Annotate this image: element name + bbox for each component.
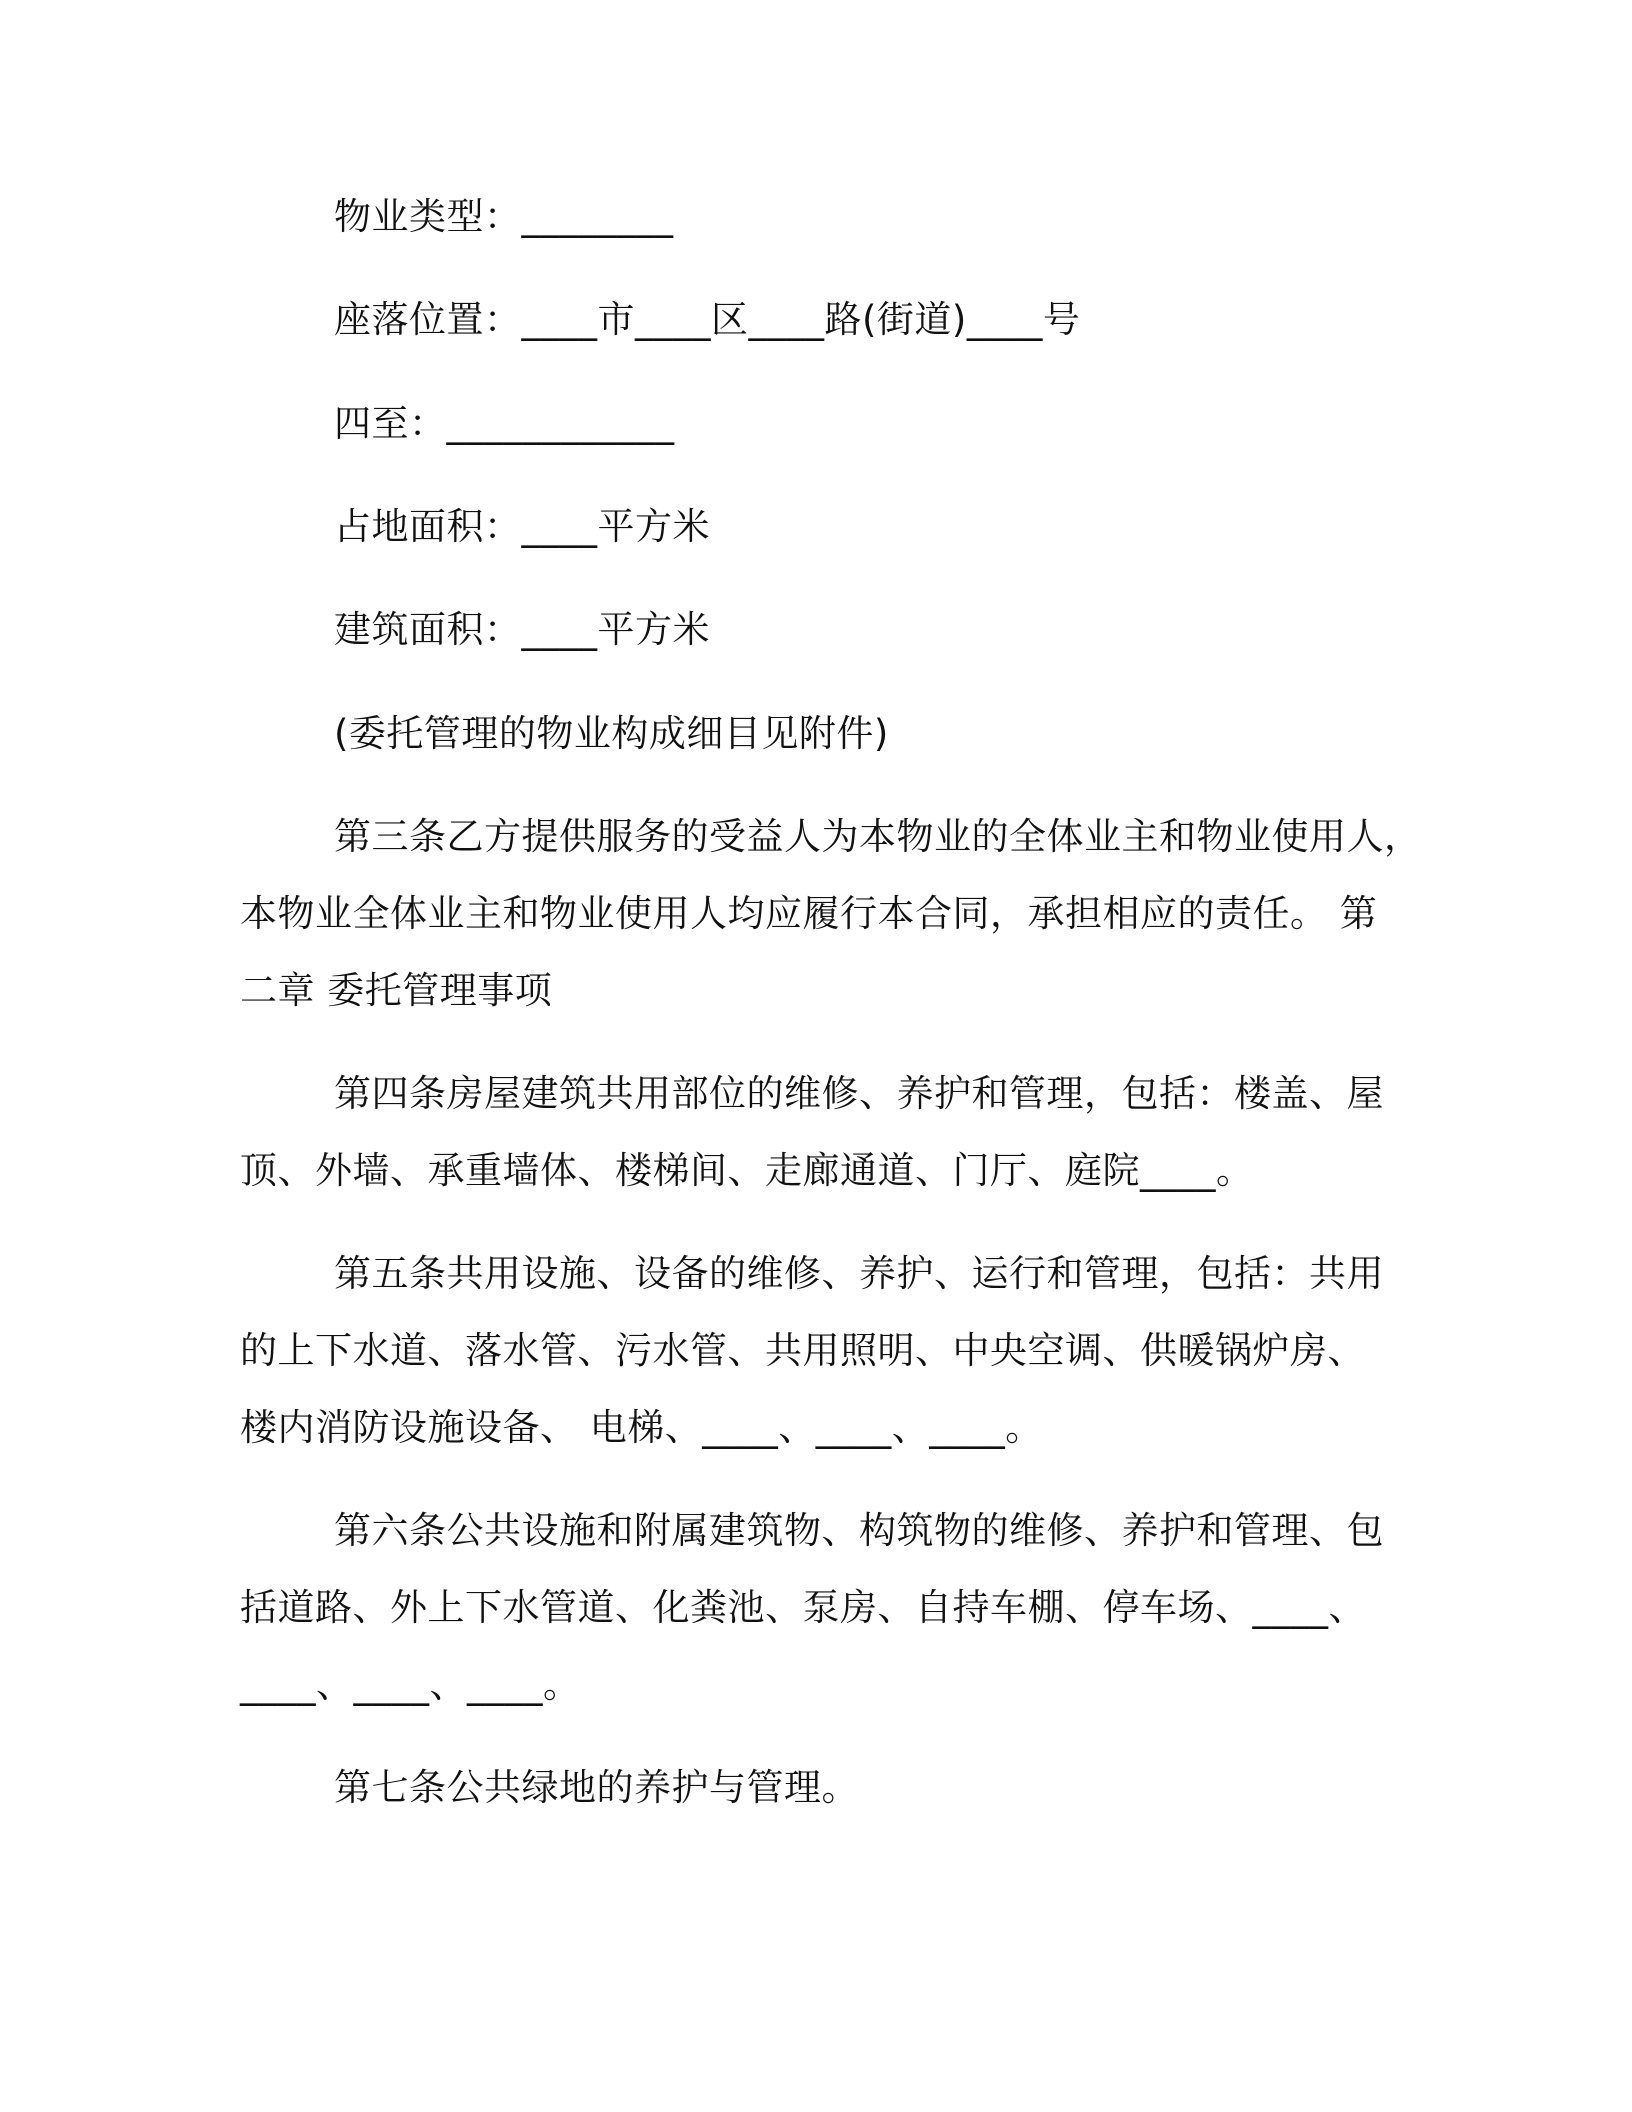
article-6-line-3: ____、____、____。: [240, 1663, 581, 1706]
article-5-line-1: 第五条共用设施、设备的维修、养护、运行和管理，包括：共用: [334, 1252, 1384, 1295]
boundaries-field: 四至：____________: [334, 402, 675, 445]
land-area-field: 占地面积：____平方米: [334, 505, 710, 548]
article-4-line-1: 第四条房屋建筑共用部位的维修、养护和管理，包括：楼盖、屋: [334, 1072, 1384, 1115]
article-6-line-2: 括道路、外上下水管道、化粪池、泵房、自持车棚、停车场、____、: [240, 1586, 1366, 1629]
location-field: 座落位置：____市____区____路(街道)____号: [334, 298, 1081, 341]
article-6-line-1: 第六条公共设施和附属建筑物、构筑物的维修、养护和管理、包: [334, 1509, 1384, 1552]
property-type-field: 物业类型：________: [334, 195, 674, 238]
article-5-line-3: 楼内消防设施设备、 电梯、____、____、____。: [240, 1406, 1043, 1449]
attachment-note: (委托管理的物业构成细目见附件): [334, 712, 889, 755]
article-7-line-1: 第七条公共绿地的养护与管理。: [334, 1766, 859, 1809]
chapter-2-heading: 二章 委托管理事项: [240, 969, 553, 1012]
article-3-line-2: 本物业全体业主和物业使用人均应履行本合同，承担相应的责任。 第: [240, 892, 1378, 935]
article-4-line-2: 顶、外墙、承重墙体、楼梯间、走廊通道、门厅、庭院____。: [240, 1149, 1254, 1192]
building-area-field: 建筑面积：____平方米: [334, 608, 710, 651]
article-3-line-1: 第三条乙方提供服务的受益人为本物业的全体业主和物业使用人，: [334, 815, 1422, 858]
article-5-line-2: 的上下水道、落水管、污水管、共用照明、中央空调、供暖锅炉房、: [240, 1329, 1365, 1372]
